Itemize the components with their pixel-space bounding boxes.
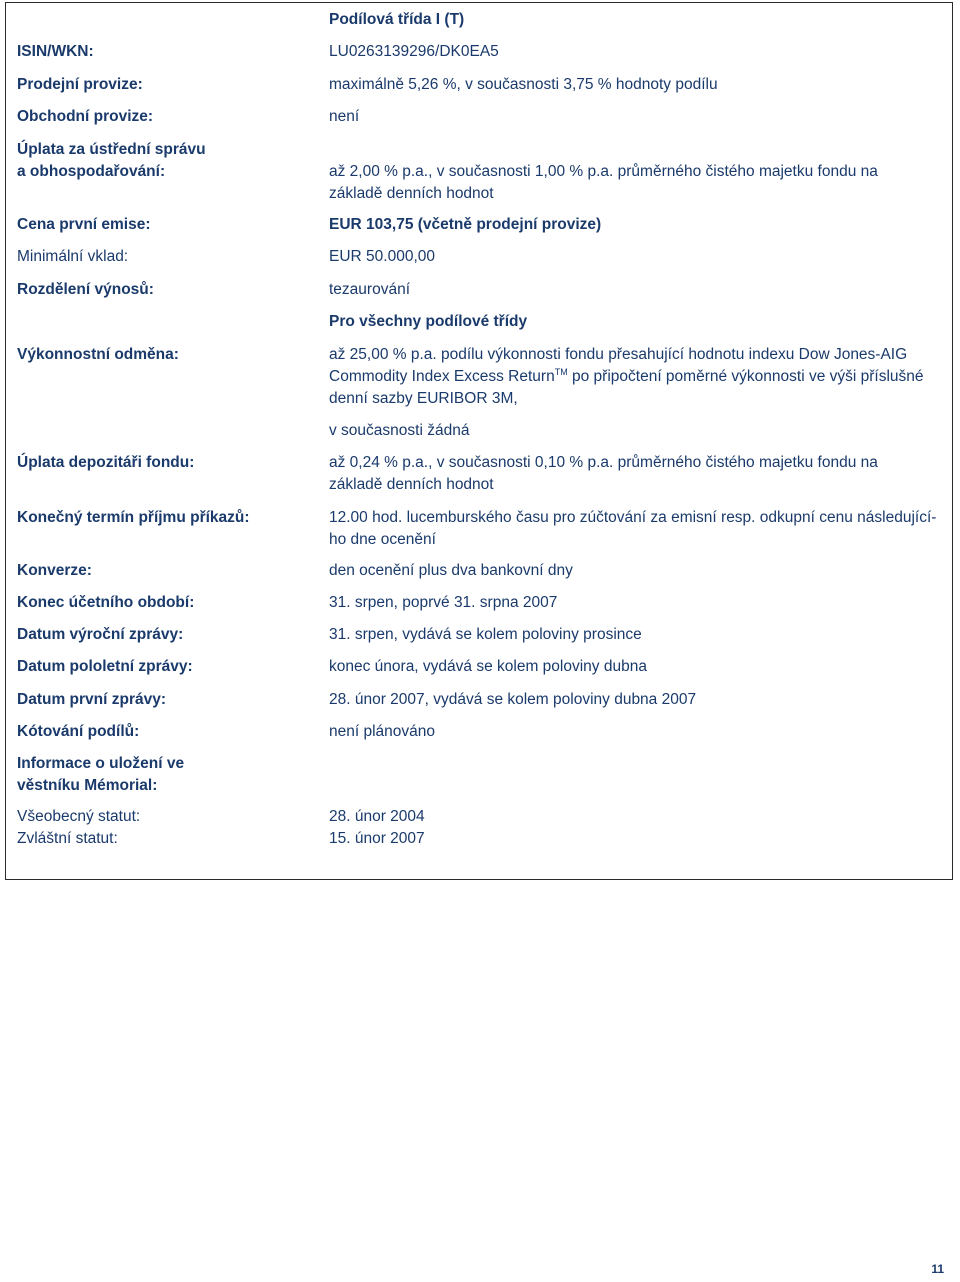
depositary-fee-value-line1: až 0,24 % p.a., v současnosti 0,10 % p.a. průměrného čistého majetku fondu na	[329, 454, 878, 471]
special-statute-value: 15. únor 2007	[329, 830, 425, 847]
management-fee-label-line1: Úplata za ústřední správu	[17, 141, 206, 158]
performance-fee-line2-post: po připočtení poměrné výkonnosti ve výši příslušné	[567, 368, 924, 385]
sales-charge-label: Prodejní provize:	[17, 76, 143, 93]
listing-value: není plánováno	[329, 723, 436, 740]
performance-fee-value-line4: v současnosti žádná	[329, 422, 470, 439]
depositary-fee-label: Úplata depozitáři fondu:	[17, 454, 195, 471]
first-report-label: Datum první zprávy:	[17, 691, 167, 708]
listing-label: Kótování podílů:	[17, 723, 140, 740]
fiscal-year-end-value: 31. srpen, poprvé 31. srpna 2007	[329, 594, 558, 611]
annual-report-label: Datum výroční zprávy:	[17, 626, 184, 643]
order-cutoff-value-line2: ho dne ocenění	[329, 531, 436, 548]
income-distribution-label: Rozdělení výnosů:	[17, 281, 154, 298]
min-investment-label: Minimální vklad:	[17, 248, 129, 265]
all-classes-heading: Pro všechny podílové třídy	[329, 313, 528, 330]
performance-fee-value-line2	[329, 366, 924, 388]
income-distribution-value: tezaurování	[329, 281, 410, 298]
performance-fee-label: Výkonnostní odměna:	[17, 346, 179, 363]
sales-charge-value: maximálně 5,26 %, v současnosti 3,75 % hodnoty podílu	[329, 76, 718, 93]
performance-fee-value-line1: až 25,00 % p.a. podílu výkonnosti fondu přesahující hodnotu indexu Dow Jones-AIG	[329, 346, 908, 363]
initial-price-label: Cena první emise:	[17, 216, 151, 233]
order-cutoff-label: Konečný termín příjmu příkazů:	[17, 509, 250, 526]
performance-fee-value-line3: denní sazby EURIBOR 3M,	[329, 390, 518, 407]
fund-info-panel	[5, 2, 953, 880]
semiannual-report-value: konec února, vydává se kolem poloviny dubna	[329, 658, 647, 675]
isin-label: ISIN/WKN:	[17, 43, 94, 60]
management-fee-value-line2: základě denních hodnot	[329, 185, 494, 202]
management-fee-value-line1: až 2,00 % p.a., v současnosti 1,00 % p.a. průměrného čistého majetku fondu na	[329, 163, 878, 180]
management-fee-label-line2: a obhospodařování:	[17, 163, 166, 180]
general-statute-label: Všeobecný statut:	[17, 808, 141, 825]
order-cutoff-value-line1: 12.00 hod. lucemburského času pro zúčtování za emisní resp. odkupní cenu následující-	[329, 509, 937, 526]
trading-charge-label: Obchodní provize:	[17, 108, 154, 125]
page-number: 11	[931, 1262, 944, 1276]
share-class-heading: Podílová třída I (T)	[329, 11, 465, 28]
semiannual-report-label: Datum pololetní zprávy:	[17, 658, 193, 675]
min-investment-value: EUR 50.000,00	[329, 248, 435, 265]
special-statute-label: Zvláštní statut:	[17, 830, 118, 847]
first-report-value: 28. únor 2007, vydává se kolem poloviny dubna 2007	[329, 691, 697, 708]
memorial-label-line1: Informace o uložení ve	[17, 755, 185, 772]
general-statute-value: 28. únor 2004	[329, 808, 425, 825]
performance-fee-line2-pre: Commodity Index Excess Return	[329, 368, 555, 385]
trademark-sup: TM	[554, 367, 568, 377]
conversion-value: den ocenění plus dva bankovní dny	[329, 562, 573, 579]
isin-value: LU0263139296/DK0EA5	[329, 43, 499, 60]
trading-charge-value: není	[329, 108, 360, 125]
memorial-label-line2: věstníku Mémorial:	[17, 777, 158, 794]
conversion-label: Konverze:	[17, 562, 92, 579]
annual-report-value: 31. srpen, vydává se kolem poloviny prosince	[329, 626, 642, 643]
fiscal-year-end-label: Konec účetního období:	[17, 594, 195, 611]
depositary-fee-value-line2: základě denních hodnot	[329, 476, 494, 493]
initial-price-value: EUR 103,75 (včetně prodejní provize)	[329, 216, 602, 233]
